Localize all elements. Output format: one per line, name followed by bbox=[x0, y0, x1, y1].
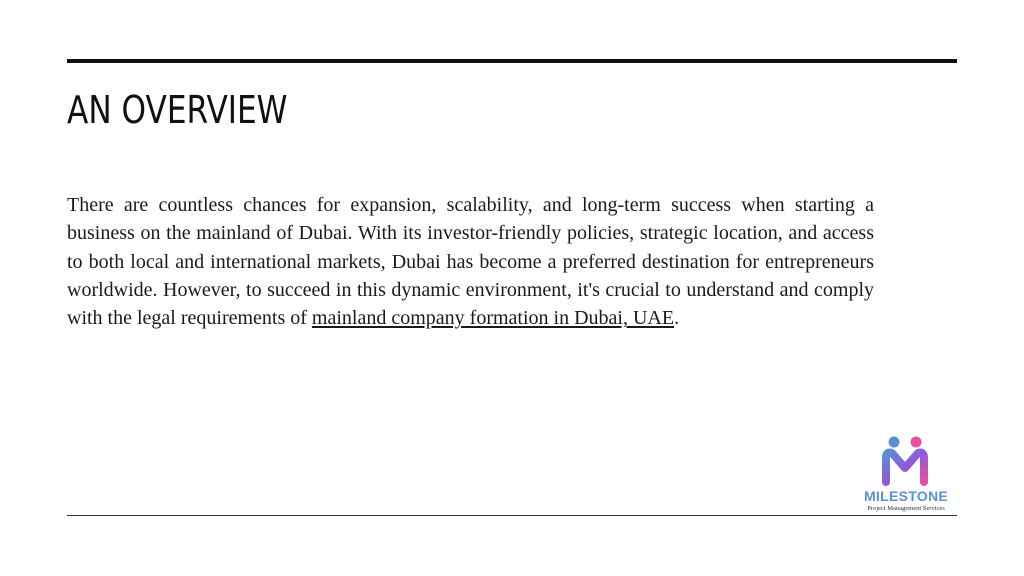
logo-name: MILESTONE bbox=[863, 488, 949, 504]
top-divider bbox=[67, 59, 957, 63]
body-end: . bbox=[674, 307, 680, 330]
body-paragraph bbox=[67, 191, 874, 332]
logo-tagline: Project Management Services bbox=[867, 505, 945, 512]
milestone-logo bbox=[852, 434, 960, 516]
bottom-divider bbox=[67, 515, 957, 516]
slide-title: AN OVERVIEW bbox=[67, 88, 288, 132]
milestone-m-icon bbox=[880, 434, 932, 486]
mainland-company-formation-link[interactable]: mainland company formation in Dubai, UAE bbox=[311, 307, 675, 330]
body-text: There are countless chances for expansion, scalability, and long-term success when starting a business on the mainland of Dubai. With its investor-friendly policies, strategic location, and access to both local and international markets, Dubai has become a preferred destination for entrepreneurs worldwide. However, to succeed in this dynamic environment, it's crucial to understand and comply with the legal requirements of bbox=[67, 194, 874, 330]
